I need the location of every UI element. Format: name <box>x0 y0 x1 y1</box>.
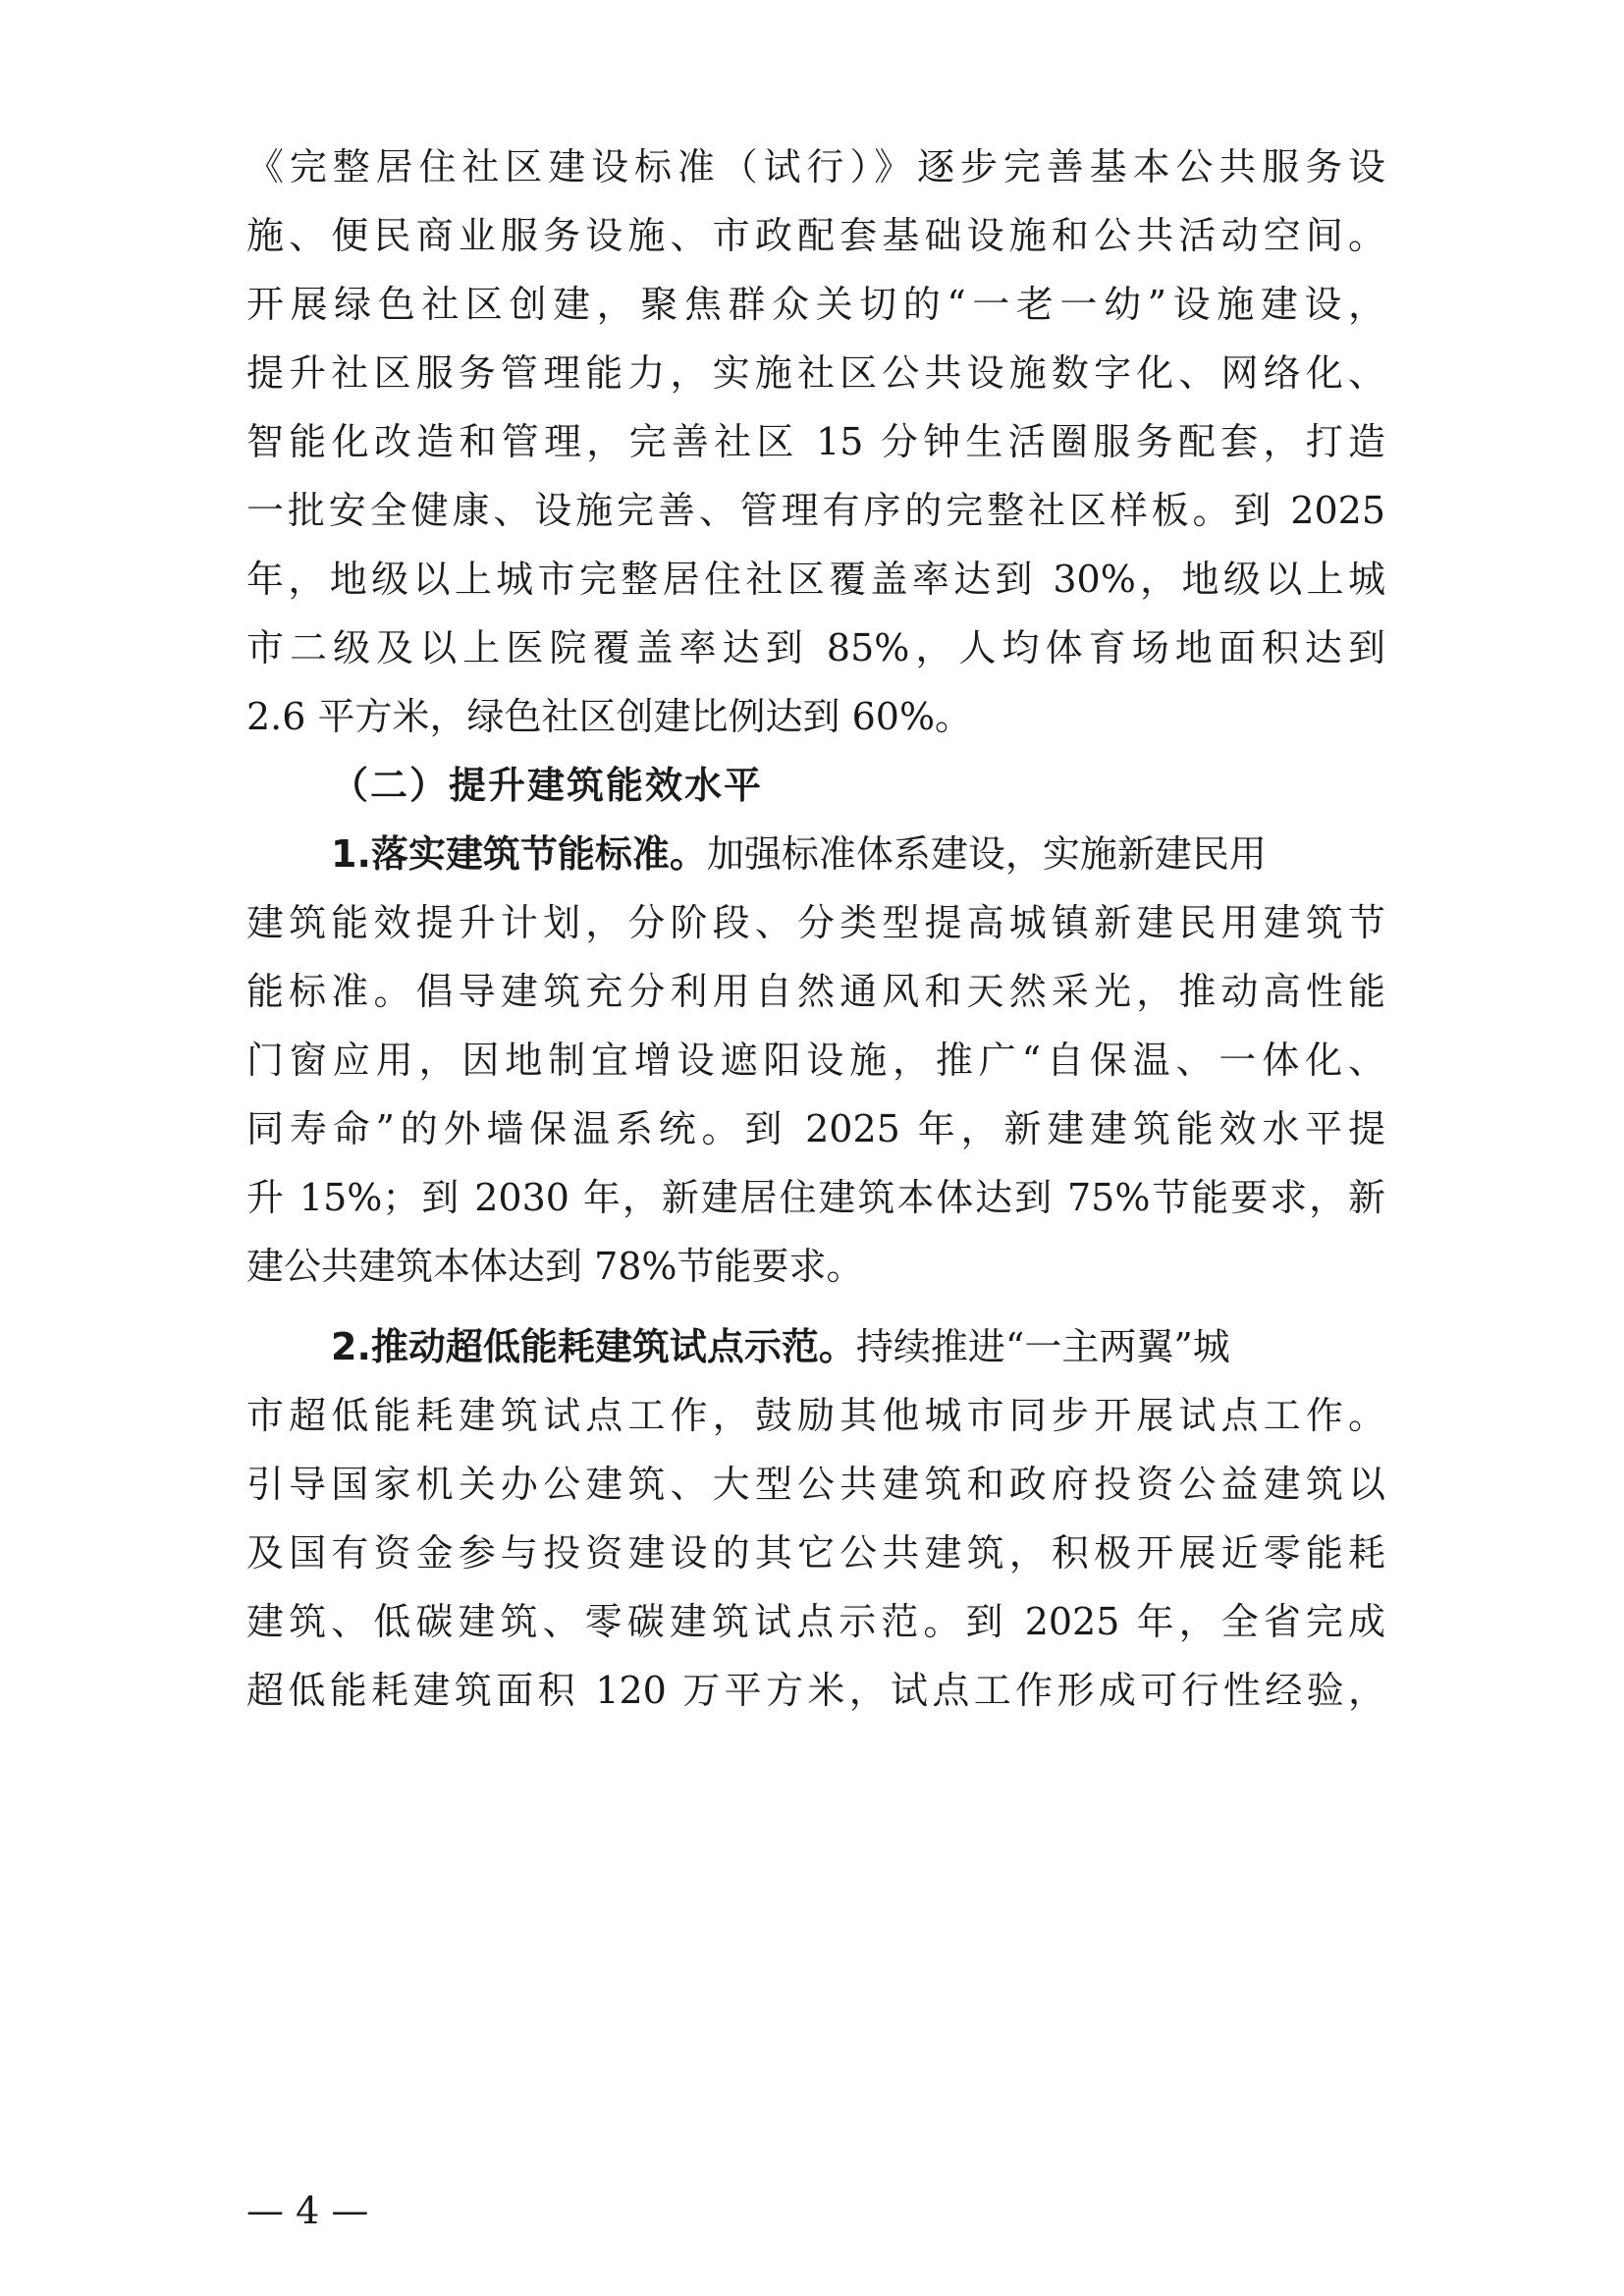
paragraph-line: 《完整居住社区建设标准（试行）》逐步完善基本公共服务设 <box>246 145 1385 188</box>
paragraph-line: 年，地级以上城市完整居住社区覆盖率达到 30%，地级以上城 <box>246 558 1385 601</box>
item-title: 1.落实建筑节能标准。 <box>331 832 707 876</box>
page-number: — 4 — <box>246 2189 369 2232</box>
paragraph-line: 建筑、低碳建筑、零碳建筑试点示范。到 2025 年，全省完成 <box>246 1600 1385 1643</box>
paragraph-line: 及国有资金参与投资建设的其它公共建筑，积极开展近零能耗 <box>246 1531 1385 1575</box>
paragraph-line: 提升社区服务管理能力，实施社区公共设施数字化、网络化、 <box>246 351 1385 395</box>
paragraph-line: 同寿命”的外墙保温系统。到 2025 年，新建建筑能效水平提 <box>246 1107 1385 1150</box>
section-heading: （二）提升建筑能效水平 <box>331 764 764 807</box>
item-first-line <box>331 820 1385 888</box>
paragraph-line: 建公共建筑本体达到 78%节能要求。 <box>246 1245 864 1288</box>
item-title: 2.推动超低能耗建筑试点示范。 <box>331 1325 856 1368</box>
paragraph-line: 引导国家机关办公建筑、大型公共建筑和政府投资公益建筑以 <box>246 1463 1385 1506</box>
paragraph-line: 市超低能耗建筑试点工作，鼓励其他城市同步开展试点工作。 <box>246 1394 1385 1437</box>
paragraph-line: 开展绿色社区创建，聚焦群众关切的“一老一幼”设施建设， <box>246 283 1385 326</box>
paragraph-line: 能标准。倡导建筑充分利用自然通风和天然采光，推动高性能 <box>246 970 1385 1013</box>
paragraph-line: 智能化改造和管理，完善社区 15 分钟生活圈服务配套，打造 <box>246 420 1385 463</box>
paragraph-line: 市二级及以上医院覆盖率达到 85%，人均体育场地面积达到 <box>246 626 1385 669</box>
item-text: 持续推进“一主两翼”城 <box>855 1325 1230 1368</box>
paragraph-line: 超低能耗建筑面积 120 万平方米，试点工作形成可行性经验， <box>246 1669 1385 1712</box>
paragraph-line: 一批安全健康、设施完善、管理有序的完整社区样板。到 2025 <box>246 489 1385 532</box>
item-text: 加强标准体系建设，实施新建民用 <box>706 832 1267 876</box>
paragraph-line: 门窗应用，因地制宜增设遮阳设施，推广“自保温、一体化、 <box>246 1039 1385 1082</box>
paragraph-line: 施、便民商业服务设施、市政配套基础设施和公共活动空间。 <box>246 214 1385 257</box>
paragraph-line: 升 15%；到 2030 年，新建居住建筑本体达到 75%节能要求，新 <box>246 1176 1385 1219</box>
paragraph-line: 2.6 平方米，绿色社区创建比例达到 60%。 <box>246 695 973 738</box>
item-first-line <box>331 1312 1385 1381</box>
paragraph-line: 建筑能效提升计划，分阶段、分类型提高城镇新建民用建筑节 <box>246 901 1385 944</box>
